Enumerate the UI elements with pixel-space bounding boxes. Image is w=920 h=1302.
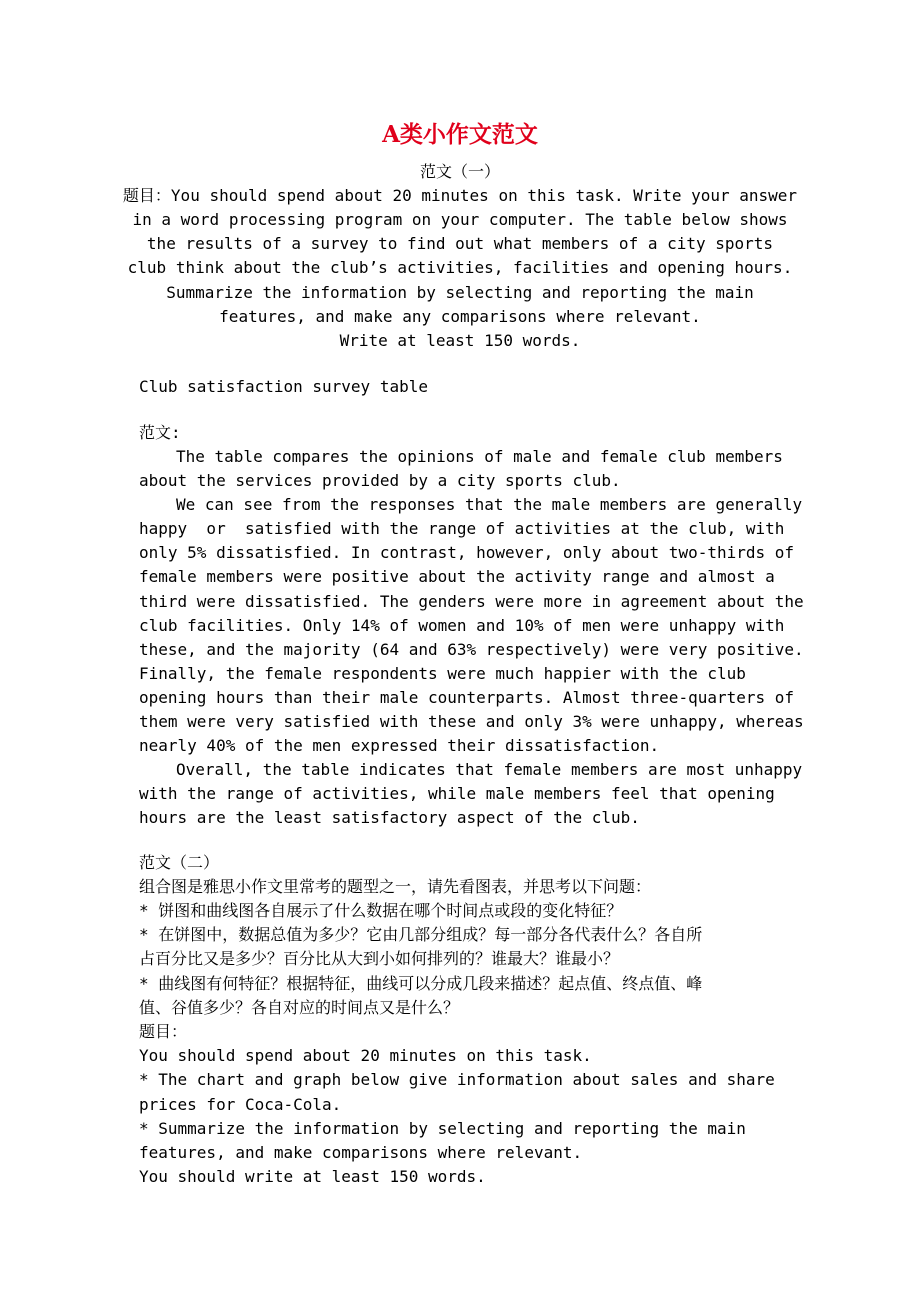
intro-line: features, and make comparisons where relevant. [139, 1143, 583, 1162]
essay-line: third were dissatisfied. The genders were more in agreement about the [139, 592, 804, 611]
essay-line: only 5% dissatisfied. In contrast, however, only about two-thirds of [139, 543, 795, 562]
essay-line: nearly 40% of the men expressed their dissatisfaction. [139, 736, 660, 755]
intro-line: * 饼图和曲线图各自展示了什么数据在哪个时间点或段的变化特征？ [139, 901, 623, 920]
prompt-line: features, and make any comparisons where relevant. [219, 307, 701, 326]
essay-line: Overall, the table indicates that female members are most unhappy [176, 760, 803, 779]
intro-line: * 在饼图中，数据总值为多少？它由几部分组成？每一部分各代表什么？各自所 [139, 925, 703, 944]
table-caption: Club satisfaction survey table [139, 377, 428, 396]
essay-line: club facilities. Only 14% of women and 10% of men were unhappy with [139, 616, 785, 635]
prompt-line: Summarize the information by selecting and reporting the main [166, 283, 754, 302]
prompt-line: in a word processing program on your computer. The table below shows [132, 210, 788, 229]
intro-line: You should write at least 150 words. [139, 1167, 486, 1186]
intro-line: prices for Coca-Cola. [139, 1095, 342, 1114]
essay-line: about the services provided by a city sports club. [139, 471, 621, 490]
intro-line: 值、谷值多少？各自对应的时间点又是什么？ [139, 998, 460, 1017]
document-title: A类小作文范文 [382, 121, 538, 148]
essay-line: them were very satisfied with these and only 3% were unhappy, whereas [139, 712, 804, 731]
prompt-line: the results of a survey to find out what members of a city sports [146, 234, 774, 253]
intro-line: 题目： [139, 1022, 188, 1041]
essay-line: hours are the least satisfactory aspect of the club. [139, 808, 640, 827]
essay-line: female members were positive about the activity range and almost a [139, 567, 775, 586]
essay-line: We can see from the responses that the male members are generally [176, 495, 803, 514]
intro-line: You should spend about 20 minutes on this task. [139, 1046, 592, 1065]
essay-line: these, and the majority (64 and 63% respectively) were very positive. [139, 640, 804, 659]
prompt-line: 题目：You should spend about 20 minutes on this task. Write your answer [122, 186, 798, 205]
essay-line: The table compares the opinions of male and female club members [176, 447, 783, 466]
essay-line: opening hours than their male counterparts. Almost three-quarters of [139, 688, 795, 707]
intro-line: * Summarize the information by selecting and reporting the main [139, 1119, 746, 1138]
intro-line: * 曲线图有何特征？根据特征，曲线可以分成几段来描述？起点值、终点值、峰 [139, 974, 703, 993]
section-2-heading: 范文（二） [139, 853, 220, 872]
intro-line: 组合图是雅思小作文里常考的题型之一，请先看图表，并思考以下问题： [139, 877, 652, 896]
prompt-line: Write at least 150 words. [339, 331, 581, 350]
essay-line: with the range of activities, while male members feel that opening [139, 784, 775, 803]
essay-label: 范文: [139, 423, 181, 442]
intro-line: 占百分比又是多少？百分比从大到小如何排列的？谁最大？谁最小？ [139, 949, 620, 968]
prompt-line: club think about the club’s activities, facilities and opening hours. [127, 258, 793, 277]
essay-line: happy or satisfied with the range of activities at the club, with [139, 519, 785, 538]
section-1-heading: 范文（一） [419, 162, 500, 181]
essay-line: Finally, the female respondents were much happier with the club [139, 664, 746, 683]
intro-line: * The chart and graph below give information about sales and share [139, 1070, 775, 1089]
